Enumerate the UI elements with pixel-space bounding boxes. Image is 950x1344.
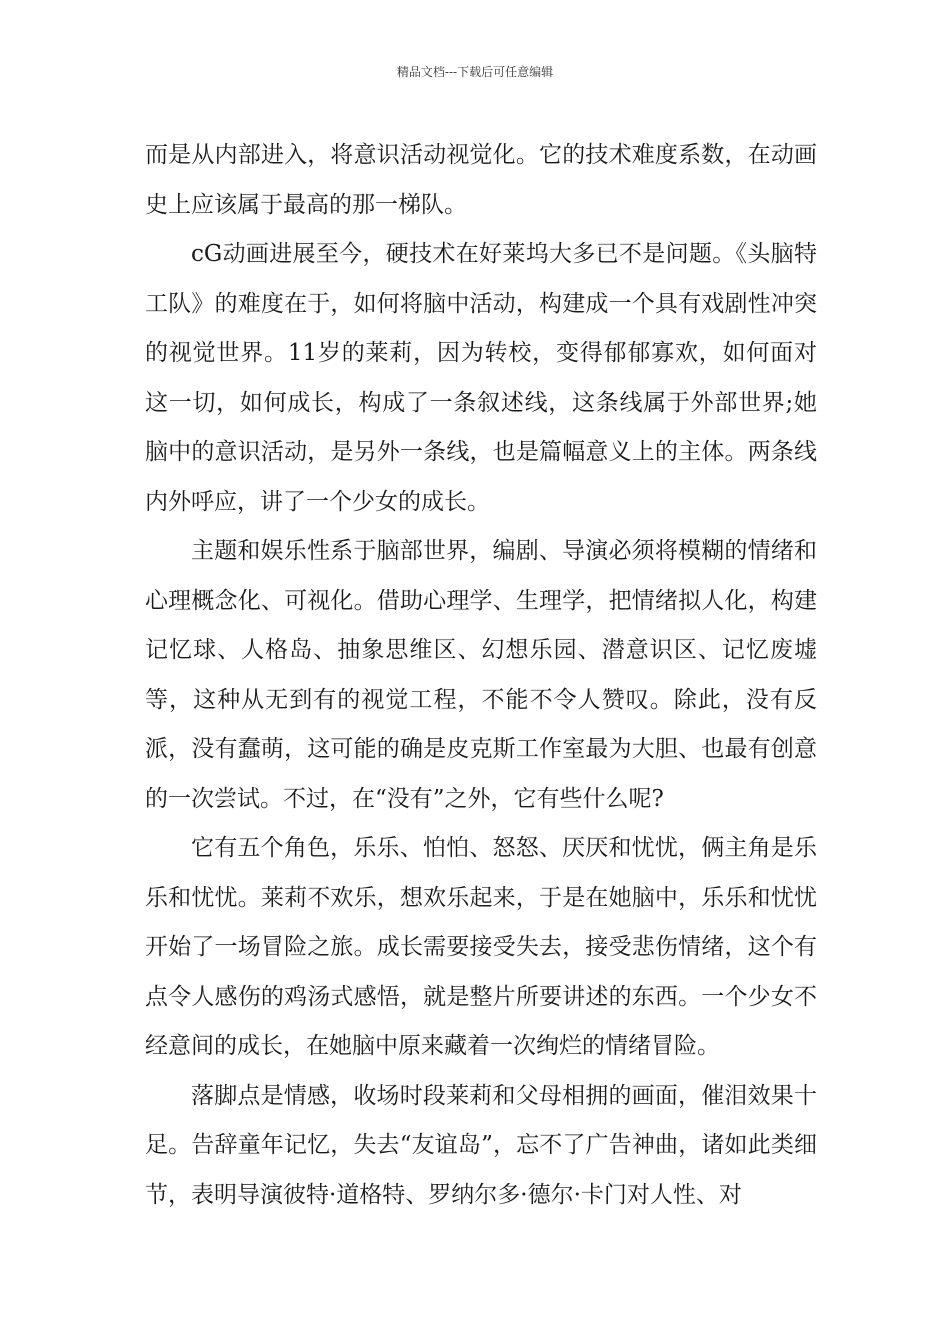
paragraph: 主题和娱乐性系于脑部世界，编剧、导演必须将模糊的情绪和心理概念化、可视化。借助心理学、生理学，把情绪拟人化，构建记忆球、人格岛、抽象思维区、幻想乐园、潜意识区、记忆废墟等，这种从无到有的视觉工程，不能不令人赞叹。除此，没有反派，没有蠢萌，这可能的确是皮克斯工作室最为大胆、也最有创意的一次尝试。不过，在“没有”之外，它有些什么呢? [145, 538, 817, 812]
paragraph: cG动画进展至今，硬技术在好莱坞大多已不是问题。《头脑特工队》的难度在于，如何将脑中活动，构建成一个具有戏剧性冲突的视觉世界。11岁的莱莉，因为转校，变得郁郁寡欢，如何面对这一切，如何成长，构成了一条叙述线，这条线属于外部世界;她脑中的意识活动，是另外一条线，也是篇幅意义上的主体。两条线内外呼应，讲了一个少女的成长。 [145, 241, 817, 515]
paragraph: 它有五个角色，乐乐、怕怕、怒怒、厌厌和忧忧，俩主角是乐乐和忧忧。莱莉不欢乐，想欢乐起来，于是在她脑中，乐乐和忧忧开始了一场冒险之旅。成长需要接受失去，接受悲伤情绪，这个有点令人感伤的鸡汤式感悟，就是整片所要讲述的东西。一个少女不经意间的成长，在她脑中原来藏着一次绚烂的情绪冒险。 [145, 835, 817, 1059]
paragraph-continuation: 而是从内部进入，将意识活动视觉化。它的技术难度系数，在动画史上应该属于最高的那一梯队。 [145, 142, 817, 218]
body-text [145, 131, 817, 1220]
page-header: 精品文档---下载后可任意编辑 [396, 65, 554, 79]
paragraph: 落脚点是情感，收场时段莱莉和父母相拥的画面，催泪效果十足。告辞童年记忆，失去“友谊岛”，忘不了广告神曲，诸如此类细节，表明导演彼特·道格特、罗纳尔多·德尔·卡门对人性、对 [145, 1082, 817, 1208]
